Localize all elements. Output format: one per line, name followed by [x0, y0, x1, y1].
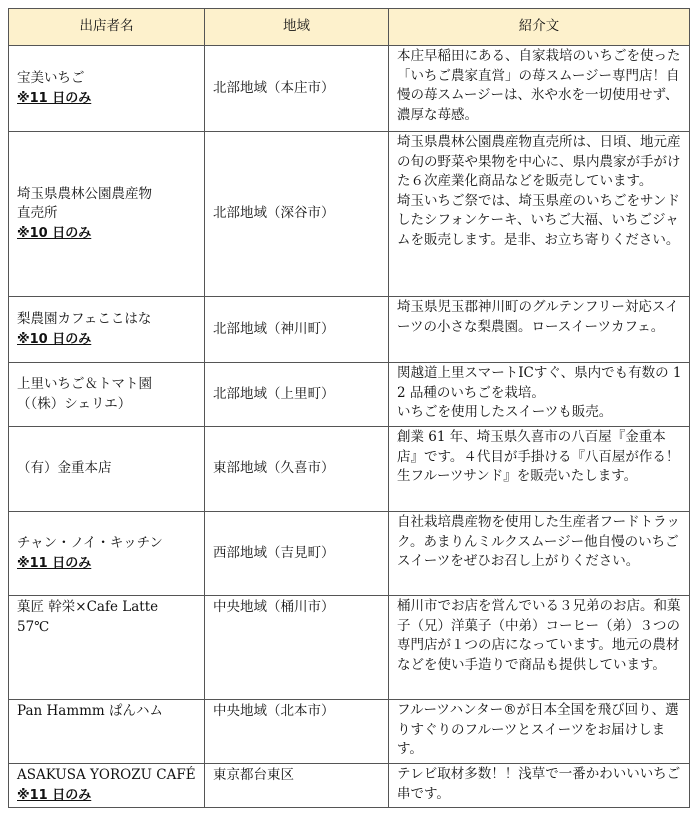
vendor-name-line-2: （（株）シェリエ） [17, 395, 132, 412]
intro-text: 本庄早稲田にある、自家栽培のいちごを使った「いちご農家直営」の苺スムージー専門店！自慢の苺スムージーは、氷や水を一切使用せず、濃厚な苺感。 [397, 48, 681, 123]
table-row [9, 427, 690, 512]
intro-cell [389, 132, 690, 297]
vendor-name-cell [9, 427, 205, 512]
region-cell: 東京都台東区 [205, 764, 389, 808]
region-cell: 北部地域（本庄市） [205, 46, 389, 132]
date-note: ※10 日のみ [17, 225, 92, 241]
region-cell: 北部地域（神川町） [205, 297, 389, 363]
region-cell: 西部地域（吉見町） [205, 512, 389, 596]
date-note: ※11 日のみ [17, 555, 92, 571]
vendor-name: チャン・ノイ・キッチン [17, 535, 163, 551]
table-row [9, 132, 690, 297]
intro-cell [389, 363, 690, 427]
vendor-name: 梨農園カフェここはな [17, 311, 152, 327]
vendor-name-line-2: 直売所 [17, 205, 58, 222]
header-introduction: 紹介文 [389, 9, 690, 46]
vendor-name: ASAKUSA YOROZU CAFÉ [17, 767, 196, 783]
region-cell: 東部地域（久喜市） [205, 427, 389, 512]
intro-text-2: 埼玉いちご祭では、埼玉県産のいちごをサンドしたシフォンケーキ、いちご大福、いちごジャムを販売します。是非、お立ち寄りください。 [397, 192, 680, 248]
vendor-name: 埼玉県農林公園農産物 [17, 185, 152, 202]
table-header-row [9, 9, 690, 46]
vendor-table [8, 8, 690, 808]
intro-cell [389, 297, 690, 363]
header-region: 地域 [205, 9, 389, 46]
intro-cell [389, 427, 690, 512]
vendor-name-cell [9, 297, 205, 363]
intro-text: 創業 61 年、埼玉県久喜市の八百屋『金重本店』です。４代目が手掛ける『八百屋が作る！生フルーツサンド』を販売いたします。 [397, 429, 680, 484]
vendor-name: Pan Hammm ぱんハム [17, 703, 164, 719]
intro-text: 埼玉県児玉郡神川町のグルテンフリー対応スイーツの小さな梨農園。ロースイーツカフェ。 [397, 299, 679, 335]
vendor-name: （有）金重本店 [17, 460, 112, 477]
vendor-name-cell [9, 512, 205, 596]
table-row [9, 46, 690, 132]
vendor-name: 菓匠 幹栄×Cafe Latte [17, 599, 159, 615]
vendor-name-cell [9, 764, 205, 808]
intro-text: 自社栽培農産物を使用した生産者フードトラック。あまりんミルクスムージー他自慢のいちごスイーツをぜひお召し上がりください。 [397, 514, 680, 569]
date-note: ※11 日のみ [17, 90, 92, 106]
table-row [9, 297, 690, 363]
vendor-name-cell [9, 596, 205, 700]
intro-text: フルーツハンター®が日本全国を飛び回り、選りすぐりのフルーツとスイーツをお届けします。 [397, 702, 679, 757]
intro-cell [389, 700, 690, 764]
intro-text: 関越道上里スマートICすぐ、県内でも有数の 12 品種のいちごを栽培。 [397, 365, 682, 401]
table-row [9, 700, 690, 764]
vendor-name-cell [9, 132, 205, 297]
vendor-name-cell [9, 363, 205, 427]
vendor-name-cell [9, 46, 205, 132]
intro-text: 埼玉県農林公園農産物直売所は、日頃、地元産の旬の野菜や果物を中心に、県内農家が手がけた６次産業化商品などを販売しています。 [397, 134, 681, 189]
table-row [9, 596, 690, 700]
table-row [9, 764, 690, 808]
table-row [9, 363, 690, 427]
date-note: ※10 日のみ [17, 331, 92, 347]
intro-cell [389, 596, 690, 700]
region-cell: 中央地域（桶川市） [205, 596, 389, 700]
header-vendor-name: 出店者名 [9, 9, 205, 46]
region-cell: 北部地域（深谷市） [205, 132, 389, 297]
intro-cell [389, 46, 690, 132]
vendor-name: 上里いちご＆トマト園 [17, 376, 152, 392]
vendor-name-cell [9, 700, 205, 764]
table-row [9, 512, 690, 596]
date-note: ※11 日のみ [17, 787, 92, 803]
region-cell: 中央地域（北本市） [205, 700, 389, 764]
intro-text-2: いちごを使用したスイーツも販売。 [397, 404, 613, 420]
intro-text: テレビ取材多数！！浅草で一番かわいいいちご串です。 [397, 766, 681, 802]
intro-cell [389, 512, 690, 596]
intro-text: 桶川市でお店を営んでいる３兄弟のお店。和菓子（兄）洋菓子（中弟）コーヒー（弟）３つの専門店が１つの店になっています。地元の農材などを使い手造りで商品も提供しています。 [397, 598, 681, 673]
vendor-name-line-2: 57℃ [17, 618, 50, 635]
region-cell: 北部地域（上里町） [205, 363, 389, 427]
vendor-name: 宝美いちご [17, 70, 85, 86]
intro-cell [389, 764, 690, 808]
